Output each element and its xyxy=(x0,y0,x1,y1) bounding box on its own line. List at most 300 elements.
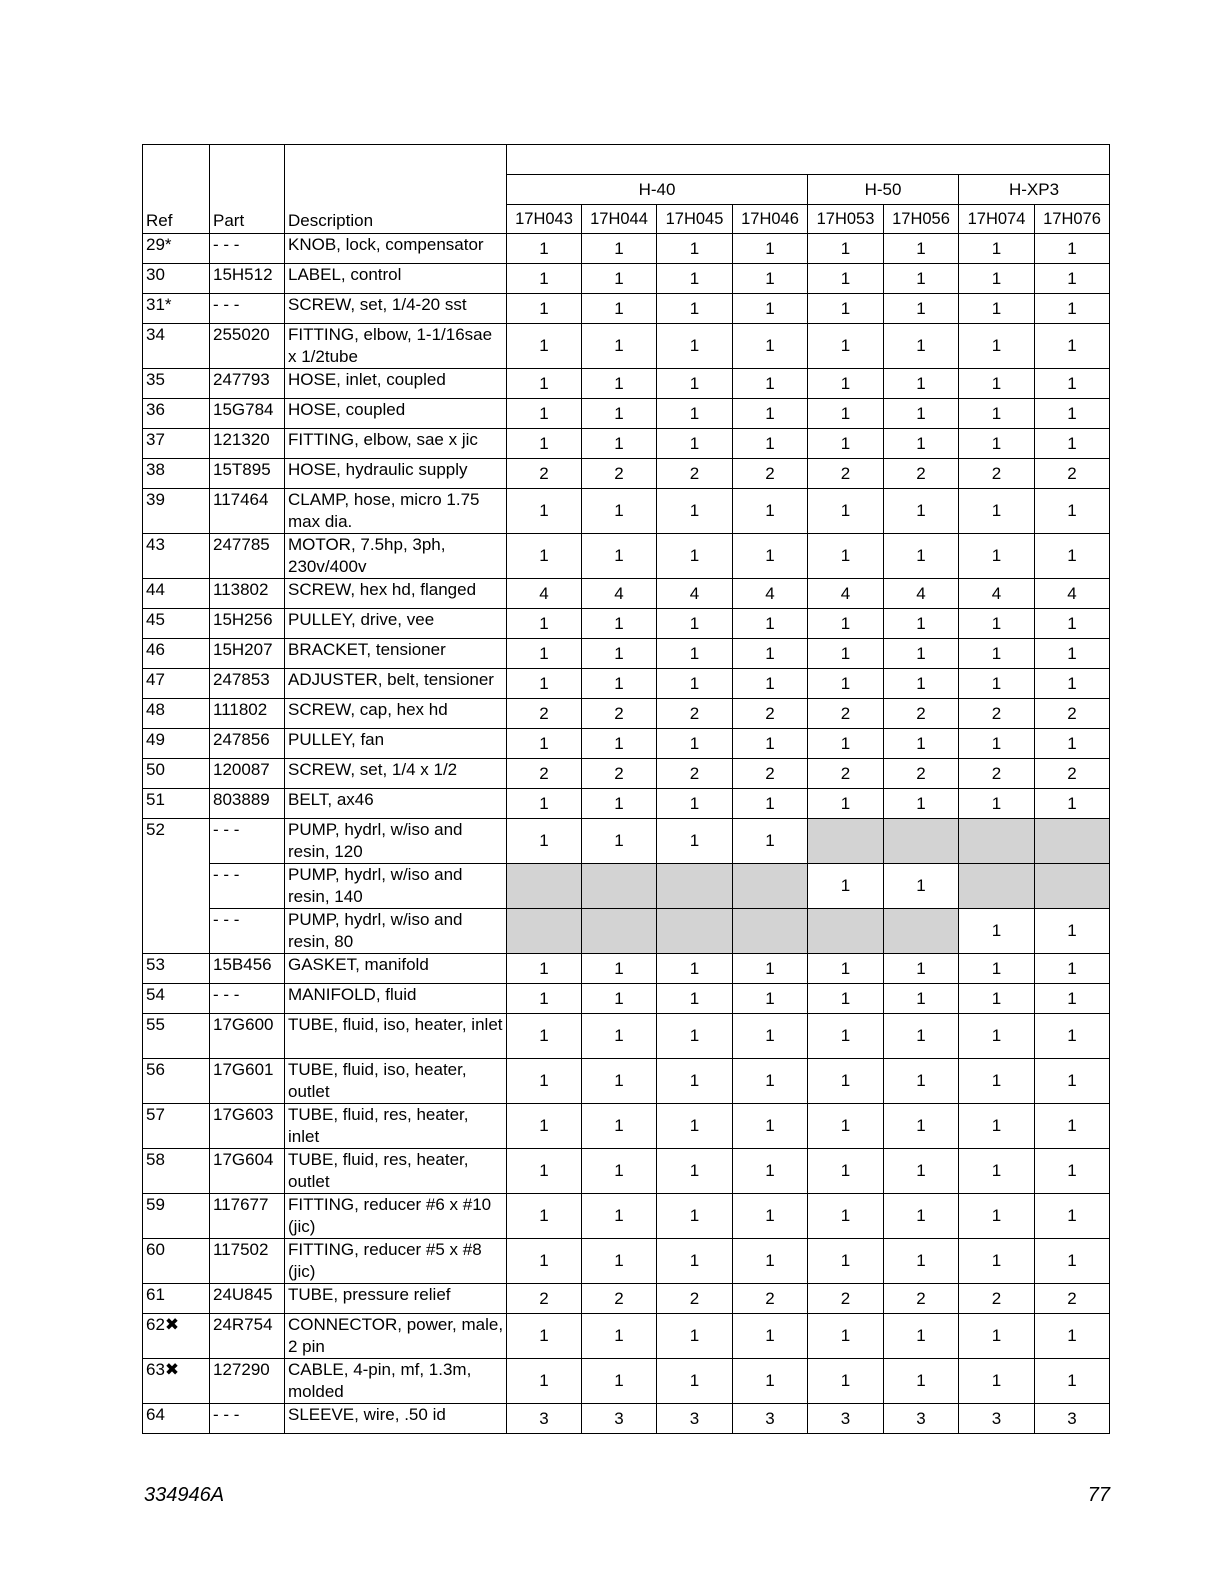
quantity-cell: 1 xyxy=(582,819,657,864)
description-cell: SLEEVE, wire, .50 id xyxy=(285,1404,507,1434)
quantity-cell: 1 xyxy=(733,324,808,369)
quantity-cell: 1 xyxy=(657,294,733,324)
quantity-cell: 1 xyxy=(959,984,1035,1014)
quantity-cell: 2 xyxy=(507,459,582,489)
not-applicable-cell xyxy=(507,909,582,954)
not-applicable-cell xyxy=(959,819,1035,864)
quantity-cell: 1 xyxy=(959,1194,1035,1239)
description-cell: CABLE, 4-pin, mf, 1.3m, molded xyxy=(285,1359,507,1404)
quantity-cell: 2 xyxy=(582,759,657,789)
table-row xyxy=(143,489,1110,534)
description-header: Description xyxy=(285,145,507,234)
model-header: 17H076 xyxy=(1035,205,1110,234)
part-number-cell: 117464 xyxy=(210,489,285,534)
quantity-cell: 1 xyxy=(733,669,808,699)
quantity-cell: 1 xyxy=(1035,1314,1110,1359)
quantity-cell: 1 xyxy=(582,1014,657,1059)
quantity-cell: 1 xyxy=(657,1149,733,1194)
parts-table xyxy=(142,144,1110,1434)
quantity-cell: 1 xyxy=(959,1059,1035,1104)
description-cell: BRACKET, tensioner xyxy=(285,639,507,669)
quantity-cell: 3 xyxy=(808,1404,884,1434)
quantity-cell: 1 xyxy=(657,954,733,984)
quantity-cell: 4 xyxy=(657,579,733,609)
ref-cell: 48 xyxy=(143,699,210,729)
quantity-cell: 1 xyxy=(808,1239,884,1284)
quantity-cell: 1 xyxy=(733,954,808,984)
quantity-cell: 1 xyxy=(959,1239,1035,1284)
quantity-cell: 1 xyxy=(657,669,733,699)
quantity-cell: 1 xyxy=(657,369,733,399)
quantity-cell: 1 xyxy=(808,609,884,639)
quantity-cell: 1 xyxy=(884,369,959,399)
quantity-cell: 3 xyxy=(959,1404,1035,1434)
quantity-cell: 1 xyxy=(959,369,1035,399)
quantity-cell: 1 xyxy=(507,489,582,534)
quantity-cell: 1 xyxy=(507,399,582,429)
table-row xyxy=(143,609,1110,639)
quantity-cell: 1 xyxy=(808,534,884,579)
quantity-cell: 1 xyxy=(884,399,959,429)
quantity-cell: 1 xyxy=(733,264,808,294)
quantity-cell: 2 xyxy=(1035,759,1110,789)
ref-cell: 38 xyxy=(143,459,210,489)
quantity-cell: 1 xyxy=(1035,369,1110,399)
quantity-cell: 1 xyxy=(1035,1014,1110,1059)
not-applicable-cell xyxy=(808,819,884,864)
ref-cell: 64 xyxy=(143,1404,210,1434)
quantity-cell: 1 xyxy=(1035,234,1110,264)
quantity-cell: 1 xyxy=(808,1014,884,1059)
part-number-cell: 24R754 xyxy=(210,1314,285,1359)
quantity-cell: 1 xyxy=(507,1359,582,1404)
table-row xyxy=(143,234,1110,264)
ref-cell: 55 xyxy=(143,1014,210,1059)
quantity-cell: 1 xyxy=(884,669,959,699)
quantity-cell: 1 xyxy=(808,234,884,264)
ref-cell: 60 xyxy=(143,1239,210,1284)
description-cell: FITTING, reducer #5 x #8 (jic) xyxy=(285,1239,507,1284)
quantity-cell: 1 xyxy=(884,984,959,1014)
quantity-cell: 1 xyxy=(808,429,884,459)
quantity-cell: 3 xyxy=(507,1404,582,1434)
quantity-cell: 1 xyxy=(582,1059,657,1104)
quantity-cell: 1 xyxy=(507,1149,582,1194)
part-number-cell: 15H256 xyxy=(210,609,285,639)
quantity-cell: 2 xyxy=(808,459,884,489)
table-row xyxy=(143,1404,1110,1434)
ref-cell: 29* xyxy=(143,234,210,264)
part-number-cell: 15B456 xyxy=(210,954,285,984)
description-cell: HOSE, hydraulic supply xyxy=(285,459,507,489)
quantity-cell: 4 xyxy=(582,579,657,609)
quantity-cell: 1 xyxy=(884,639,959,669)
quantity-cell: 1 xyxy=(657,1239,733,1284)
not-applicable-cell xyxy=(657,864,733,909)
quantity-cell: 1 xyxy=(733,534,808,579)
quantity-cell: 1 xyxy=(808,1314,884,1359)
model-header: 17H043 xyxy=(507,205,582,234)
table-row xyxy=(143,1314,1110,1359)
description-cell: HOSE, coupled xyxy=(285,399,507,429)
quantity-cell: 2 xyxy=(959,459,1035,489)
quantity-cell: 2 xyxy=(657,459,733,489)
quantity-cell: 3 xyxy=(884,1404,959,1434)
quantity-cell: 1 xyxy=(507,294,582,324)
not-applicable-cell xyxy=(733,864,808,909)
quantity-cell: 1 xyxy=(808,729,884,759)
quantity-cell: 1 xyxy=(1035,729,1110,759)
model-header: 17H074 xyxy=(959,205,1035,234)
quantity-cell: 1 xyxy=(808,984,884,1014)
description-cell: FITTING, elbow, 1-1/16sae x 1/2tube xyxy=(285,324,507,369)
part-number-cell: 17G600 xyxy=(210,1014,285,1059)
part-number-cell: 247793 xyxy=(210,369,285,399)
quantity-cell: 2 xyxy=(507,699,582,729)
part-number-cell: 17G604 xyxy=(210,1149,285,1194)
ref-cell: 36 xyxy=(143,399,210,429)
quantity-cell: 1 xyxy=(884,294,959,324)
quantity-cell: 1 xyxy=(657,324,733,369)
part-number-cell: 803889 xyxy=(210,789,285,819)
quantity-cell: 1 xyxy=(582,234,657,264)
description-cell: MANIFOLD, fluid xyxy=(285,984,507,1014)
not-applicable-cell xyxy=(507,864,582,909)
quantity-cell: 3 xyxy=(657,1404,733,1434)
quantity-cell: 1 xyxy=(507,1239,582,1284)
model-header: 17H056 xyxy=(884,205,959,234)
not-applicable-cell xyxy=(582,864,657,909)
ref-cell: 50 xyxy=(143,759,210,789)
header-spacer xyxy=(507,145,1110,175)
not-applicable-cell xyxy=(582,909,657,954)
ref-cell: 45 xyxy=(143,609,210,639)
quantity-cell: 1 xyxy=(657,819,733,864)
quantity-cell: 1 xyxy=(733,1359,808,1404)
description-cell: MOTOR, 7.5hp, 3ph, 230v/400v xyxy=(285,534,507,579)
part-number-cell: 247853 xyxy=(210,669,285,699)
quantity-cell: 1 xyxy=(959,669,1035,699)
quantity-cell: 1 xyxy=(733,1314,808,1359)
description-cell: PULLEY, fan xyxy=(285,729,507,759)
part-number-cell: 15H512 xyxy=(210,264,285,294)
not-applicable-cell xyxy=(1035,819,1110,864)
model-header: 17H045 xyxy=(657,205,733,234)
description-cell: LABEL, control xyxy=(285,264,507,294)
quantity-cell: 1 xyxy=(808,1059,884,1104)
page-number: 77 xyxy=(1087,1484,1110,1506)
ref-cell: 31* xyxy=(143,294,210,324)
quantity-cell: 1 xyxy=(582,399,657,429)
quantity-cell: 1 xyxy=(733,984,808,1014)
quantity-cell: 1 xyxy=(657,1194,733,1239)
quantity-cell: 1 xyxy=(507,729,582,759)
table-row xyxy=(143,909,1110,954)
quantity-cell: 2 xyxy=(582,699,657,729)
quantity-cell: 1 xyxy=(884,1239,959,1284)
quantity-cell: 1 xyxy=(582,489,657,534)
quantity-cell: 1 xyxy=(733,294,808,324)
model-header: 17H044 xyxy=(582,205,657,234)
quantity-cell: 1 xyxy=(733,1104,808,1149)
quantity-cell: 1 xyxy=(733,1014,808,1059)
quantity-cell: 1 xyxy=(507,369,582,399)
quantity-cell: 1 xyxy=(959,324,1035,369)
quantity-cell: 2 xyxy=(657,759,733,789)
quantity-cell: 1 xyxy=(657,534,733,579)
quantity-cell: 1 xyxy=(582,324,657,369)
quantity-cell: 1 xyxy=(1035,954,1110,984)
quantity-cell: 2 xyxy=(507,1284,582,1314)
quantity-cell: 4 xyxy=(507,579,582,609)
description-cell: ADJUSTER, belt, tensioner xyxy=(285,669,507,699)
ref-cell: 61 xyxy=(143,1284,210,1314)
quantity-cell: 1 xyxy=(1035,534,1110,579)
not-applicable-cell xyxy=(657,909,733,954)
description-cell: TUBE, fluid, res, heater, inlet xyxy=(285,1104,507,1149)
ref-cell: 62✖ xyxy=(143,1314,210,1359)
description-cell: SCREW, set, 1/4 x 1/2 xyxy=(285,759,507,789)
quantity-cell: 1 xyxy=(582,294,657,324)
description-cell: BELT, ax46 xyxy=(285,789,507,819)
quantity-cell: 2 xyxy=(808,1284,884,1314)
quantity-cell: 1 xyxy=(1035,1059,1110,1104)
part-number-cell: - - - xyxy=(210,864,285,909)
quantity-cell: 1 xyxy=(808,369,884,399)
parts-table-body xyxy=(143,234,1110,1434)
quantity-cell: 1 xyxy=(657,609,733,639)
not-applicable-cell xyxy=(1035,864,1110,909)
quantity-cell: 1 xyxy=(1035,294,1110,324)
part-number-cell: - - - xyxy=(210,234,285,264)
table-row xyxy=(143,459,1110,489)
quantity-cell: 1 xyxy=(884,954,959,984)
quantity-cell: 2 xyxy=(582,459,657,489)
quantity-cell: 1 xyxy=(959,489,1035,534)
part-number-cell: - - - xyxy=(210,819,285,864)
quantity-cell: 2 xyxy=(959,1284,1035,1314)
table-row xyxy=(143,399,1110,429)
quantity-cell: 1 xyxy=(1035,1359,1110,1404)
part-number-cell: 113802 xyxy=(210,579,285,609)
quantity-cell: 1 xyxy=(733,729,808,759)
quantity-cell: 2 xyxy=(1035,699,1110,729)
quantity-cell: 2 xyxy=(657,699,733,729)
description-cell: FITTING, elbow, sae x jic xyxy=(285,429,507,459)
part-number-cell: 120087 xyxy=(210,759,285,789)
quantity-cell: 1 xyxy=(1035,489,1110,534)
description-cell: KNOB, lock, compensator xyxy=(285,234,507,264)
part-number-cell: - - - xyxy=(210,1404,285,1434)
quantity-cell: 1 xyxy=(959,234,1035,264)
quantity-cell: 1 xyxy=(959,1104,1035,1149)
quantity-cell: 2 xyxy=(733,759,808,789)
part-number-cell: 17G603 xyxy=(210,1104,285,1149)
quantity-cell: 1 xyxy=(808,639,884,669)
quantity-cell: 1 xyxy=(733,399,808,429)
table-row xyxy=(143,264,1110,294)
ref-cell: 57 xyxy=(143,1104,210,1149)
part-number-cell: - - - xyxy=(210,909,285,954)
quantity-cell: 1 xyxy=(884,489,959,534)
quantity-cell: 1 xyxy=(582,1239,657,1284)
quantity-cell: 1 xyxy=(507,954,582,984)
part-number-cell: 121320 xyxy=(210,429,285,459)
part-number-cell: 127290 xyxy=(210,1359,285,1404)
table-row xyxy=(143,1104,1110,1149)
quantity-cell: 1 xyxy=(808,1194,884,1239)
quantity-cell: 1 xyxy=(959,294,1035,324)
quantity-cell: 1 xyxy=(657,639,733,669)
quantity-cell: 1 xyxy=(507,429,582,459)
part-number-cell: 247856 xyxy=(210,729,285,759)
quantity-cell: 1 xyxy=(884,1014,959,1059)
quantity-cell: 1 xyxy=(959,429,1035,459)
quantity-cell: 1 xyxy=(1035,264,1110,294)
quantity-cell: 1 xyxy=(959,1149,1035,1194)
quantity-cell: 1 xyxy=(582,1194,657,1239)
quantity-cell: 1 xyxy=(733,819,808,864)
quantity-cell: 1 xyxy=(1035,1239,1110,1284)
quantity-cell: 1 xyxy=(582,1314,657,1359)
quantity-cell: 1 xyxy=(959,954,1035,984)
ref-cell: 43 xyxy=(143,534,210,579)
quantity-cell: 3 xyxy=(733,1404,808,1434)
quantity-cell: 2 xyxy=(733,459,808,489)
quantity-cell: 1 xyxy=(582,429,657,459)
quantity-cell: 1 xyxy=(733,489,808,534)
quantity-cell: 1 xyxy=(657,429,733,459)
ref-cell: 51 xyxy=(143,789,210,819)
quantity-cell: 1 xyxy=(507,819,582,864)
quantity-cell: 1 xyxy=(959,639,1035,669)
description-cell: TUBE, fluid, res, heater, outlet xyxy=(285,1149,507,1194)
quantity-cell: 2 xyxy=(657,1284,733,1314)
ref-cell: 35 xyxy=(143,369,210,399)
quantity-cell: 1 xyxy=(1035,984,1110,1014)
quantity-cell: 1 xyxy=(507,609,582,639)
ref-cell: 47 xyxy=(143,669,210,699)
quantity-cell: 1 xyxy=(959,399,1035,429)
quantity-cell: 2 xyxy=(808,759,884,789)
quantity-cell: 1 xyxy=(959,909,1035,954)
part-number-cell: - - - xyxy=(210,984,285,1014)
quantity-cell: 1 xyxy=(959,534,1035,579)
table-row xyxy=(143,819,1110,864)
quantity-cell: 2 xyxy=(808,699,884,729)
quantity-cell: 1 xyxy=(507,1314,582,1359)
quantity-cell: 1 xyxy=(507,1194,582,1239)
quantity-cell: 2 xyxy=(959,759,1035,789)
quantity-cell: 1 xyxy=(507,669,582,699)
quantity-cell: 1 xyxy=(808,954,884,984)
quantity-cell: 1 xyxy=(959,789,1035,819)
quantity-cell: 1 xyxy=(808,1104,884,1149)
quantity-cell: 2 xyxy=(582,1284,657,1314)
ref-cell: 39 xyxy=(143,489,210,534)
quantity-cell: 1 xyxy=(657,729,733,759)
group-header-h40: H-40 xyxy=(507,175,808,205)
table-row xyxy=(143,429,1110,459)
quantity-cell: 2 xyxy=(884,1284,959,1314)
quantity-cell: 1 xyxy=(733,789,808,819)
table-row xyxy=(143,639,1110,669)
model-header: 17H046 xyxy=(733,205,808,234)
quantity-cell: 1 xyxy=(733,1239,808,1284)
quantity-cell: 1 xyxy=(657,489,733,534)
quantity-cell: 1 xyxy=(884,1149,959,1194)
part-number-cell: 15G784 xyxy=(210,399,285,429)
quantity-cell: 1 xyxy=(884,609,959,639)
quantity-cell: 1 xyxy=(808,669,884,699)
quantity-cell: 2 xyxy=(884,759,959,789)
quantity-cell: 1 xyxy=(1035,639,1110,669)
quantity-cell: 1 xyxy=(657,1314,733,1359)
quantity-cell: 1 xyxy=(733,639,808,669)
description-cell: PUMP, hydrl, w/iso and resin, 80 xyxy=(285,909,507,954)
quantity-cell: 1 xyxy=(582,729,657,759)
quantity-cell: 1 xyxy=(582,1359,657,1404)
quantity-cell: 1 xyxy=(657,399,733,429)
quantity-cell: 1 xyxy=(657,1014,733,1059)
not-applicable-cell xyxy=(959,864,1035,909)
not-applicable-cell xyxy=(733,909,808,954)
quantity-cell: 1 xyxy=(582,1149,657,1194)
quantity-cell: 1 xyxy=(959,264,1035,294)
quantity-cell: 1 xyxy=(808,264,884,294)
table-row xyxy=(143,1239,1110,1284)
quantity-cell: 1 xyxy=(959,1359,1035,1404)
table-row xyxy=(143,669,1110,699)
description-cell: HOSE, inlet, coupled xyxy=(285,369,507,399)
table-row xyxy=(143,1194,1110,1239)
quantity-cell: 1 xyxy=(507,1059,582,1104)
description-cell: SCREW, hex hd, flanged xyxy=(285,579,507,609)
quantity-cell: 1 xyxy=(657,789,733,819)
model-header: 17H053 xyxy=(808,205,884,234)
quantity-cell: 2 xyxy=(1035,1284,1110,1314)
quantity-cell: 1 xyxy=(507,1104,582,1149)
quantity-cell: 1 xyxy=(884,1314,959,1359)
quantity-cell: 1 xyxy=(657,1104,733,1149)
description-cell: CLAMP, hose, micro 1.75 max dia. xyxy=(285,489,507,534)
table-row xyxy=(143,954,1110,984)
quantity-cell: 1 xyxy=(657,234,733,264)
ref-cell: 63✖ xyxy=(143,1359,210,1404)
part-number-cell: 24U845 xyxy=(210,1284,285,1314)
quantity-cell: 1 xyxy=(808,399,884,429)
quantity-cell: 1 xyxy=(657,1059,733,1104)
quantity-cell: 2 xyxy=(884,699,959,729)
group-header-h50: H-50 xyxy=(808,175,959,205)
quantity-cell: 1 xyxy=(1035,1149,1110,1194)
quantity-cell: 1 xyxy=(884,234,959,264)
quantity-cell: 1 xyxy=(1035,399,1110,429)
ref-cell: 46 xyxy=(143,639,210,669)
quantity-cell: 1 xyxy=(733,1059,808,1104)
quantity-cell: 1 xyxy=(1035,789,1110,819)
quantity-cell: 1 xyxy=(959,1314,1035,1359)
quantity-cell: 2 xyxy=(959,699,1035,729)
part-number-cell: 117502 xyxy=(210,1239,285,1284)
quantity-cell: 1 xyxy=(884,1194,959,1239)
quantity-cell: 1 xyxy=(733,1194,808,1239)
quantity-cell: 1 xyxy=(884,324,959,369)
quantity-cell: 1 xyxy=(1035,1194,1110,1239)
quantity-cell: 1 xyxy=(733,609,808,639)
ref-cell: 53 xyxy=(143,954,210,984)
quantity-cell: 1 xyxy=(884,1359,959,1404)
